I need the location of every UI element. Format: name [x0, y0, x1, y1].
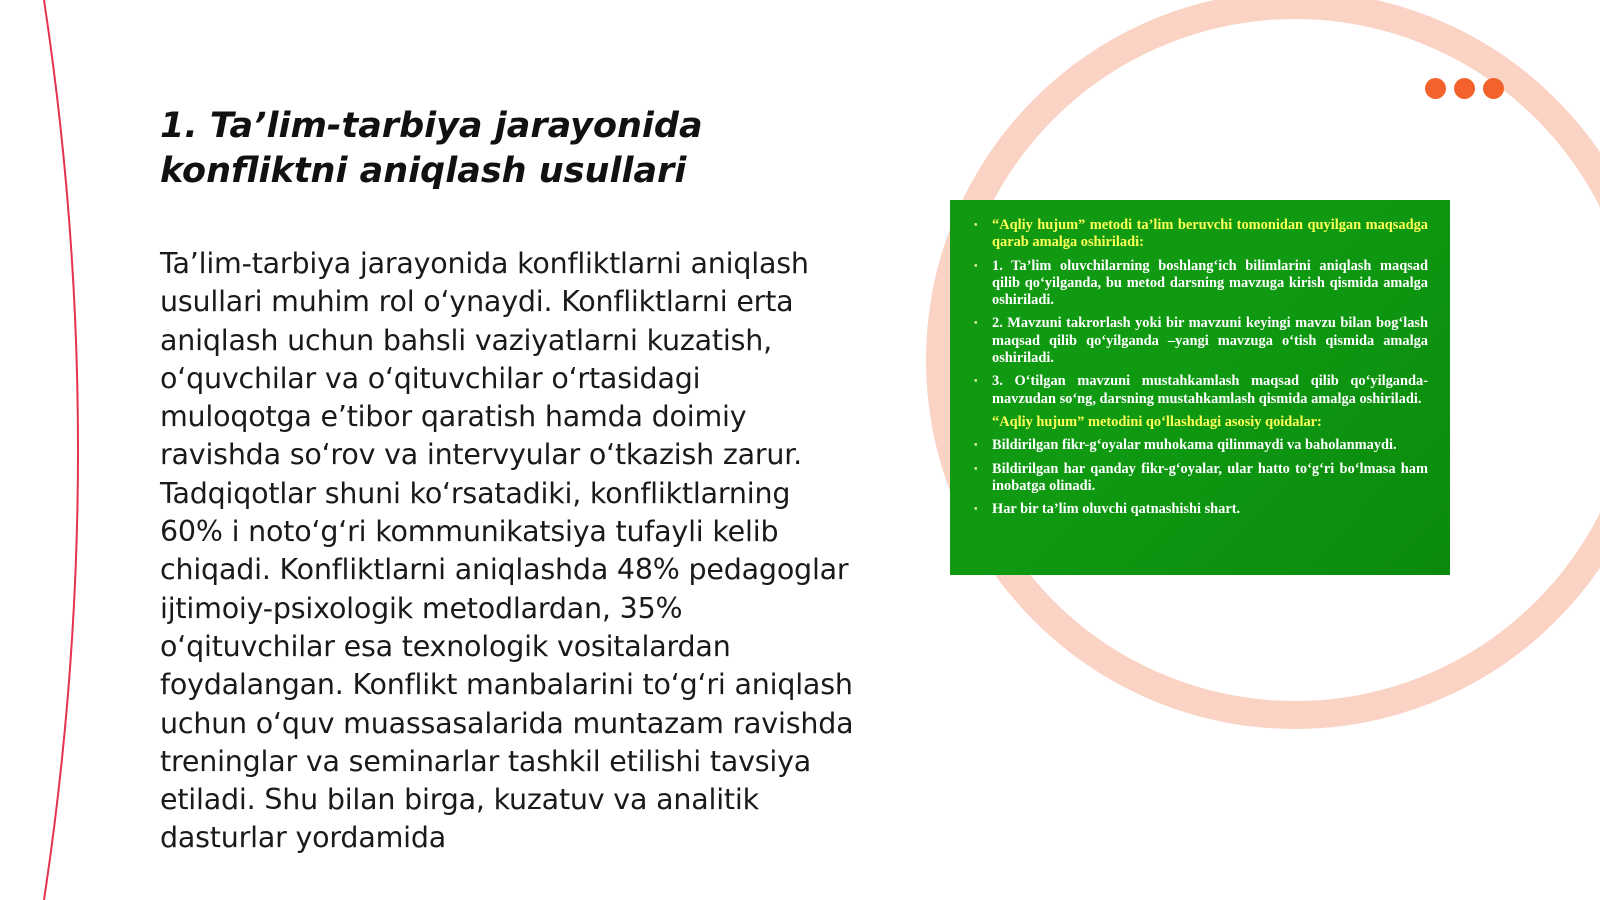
panel-item-text: 2. Mavzuni takrorlash yoki bir mavzuni keyingi mavzu bilan bog‘lash maqsad qilib qo‘yilganda –yangi mavzuga o‘tish qismida amalga oshiriladi. — [992, 315, 1428, 367]
panel-list-item — [972, 461, 1428, 496]
bullet-icon: • — [974, 220, 978, 231]
decorative-dots — [1425, 78, 1504, 99]
embedded-slide-image — [950, 200, 1450, 575]
panel-item-text: “Aqliy hujum” metodini qo‘llashdagi asosiy qoidalar: — [992, 413, 1322, 430]
panel-item-text: “Aqliy hujum” metodi ta’lim beruvchi tomonidan quyilgan maqsadga qarab amalga oshiriladi: — [992, 217, 1428, 251]
panel-list-item — [972, 258, 1428, 310]
dot-icon — [1425, 78, 1446, 99]
bullet-icon: • — [974, 318, 978, 330]
panel-item-text: Bildirilgan har qanday fikr-g‘oyalar, ular hatto to‘g‘ri bo‘lmasa ham inobatga olinadi. — [992, 460, 1428, 494]
panel-item-text: Har bir ta’lim oluvchi qatnashishi shart. — [992, 501, 1241, 518]
dot-icon — [1454, 78, 1475, 99]
slide-body-text: Ta’lim-tarbiya jarayonida konfliktlarni aniqlash usullari muhim rol o‘ynaydi. Konfliktlarni erta aniqlash uchun bahsli vaziyatlarni kuzatish, o‘quvchilar va o‘qituvchilar o‘rtasidagi muloqotga e’tibor qaratish hamda doimiy ravishda so‘rov va intervyular o‘tkazish zarur. Tadqiqotlar shuni ko‘rsatadiki, konfliktlarning 60% i noto‘g‘ri kommunikatsiya tufayli kelib chiqadi. Konfliktlarni aniqlashda 48% pedagoglar ijtimoiy-psixologik metodlardan, 35% o‘qituvchilar esa texnologik vositalardan foydalangan. Konflikt manbalarini to‘g‘ri aniqlash uchun o‘quv muassasalarida muntazam ravishda treninglar va seminarlar tashkil etilishi tavsiya etiladi. Shu bilan birga, kuzatuv va analitik dasturlar yordamida — [160, 247, 854, 855]
panel-item-text: 3. O‘tilgan mavzuni mustahkamlash maqsad qilib qo‘yilganda-mavzudan so‘ng, darsning mustahkamlash qismida amalga oshiriladi. — [992, 373, 1428, 407]
panel-bullet-list — [972, 217, 1428, 518]
panel-list-item — [972, 414, 1428, 431]
panel-list-item — [972, 437, 1428, 454]
bullet-icon: • — [974, 463, 978, 475]
bullet-icon: • — [974, 260, 978, 272]
panel-list-item — [972, 501, 1428, 518]
panel-list-item — [972, 373, 1428, 408]
panel-list-item — [972, 217, 1428, 252]
panel-item-text: Bildirilgan fikr-g‘oyalar muhokama qilinmaydi va baholanmaydi. — [992, 437, 1397, 454]
panel-item-text: 1. Ta’lim oluvchilarning boshlang‘ich bilimlarini aniqlash maqsad qilib qo‘yilganda, bu metod darsning mavzuga kirish qismida amalga oshiriladi. — [992, 257, 1428, 309]
bullet-icon: • — [974, 376, 978, 388]
dot-icon — [1483, 78, 1504, 99]
bullet-icon: • — [974, 504, 978, 516]
slide-title: 1. Ta’lim-tarbiya jarayonida konfliktni aniqlash usullari — [160, 106, 703, 191]
bullet-icon: • — [974, 440, 978, 452]
panel-list-item — [972, 315, 1428, 367]
left-accent-line — [44, 0, 78, 900]
